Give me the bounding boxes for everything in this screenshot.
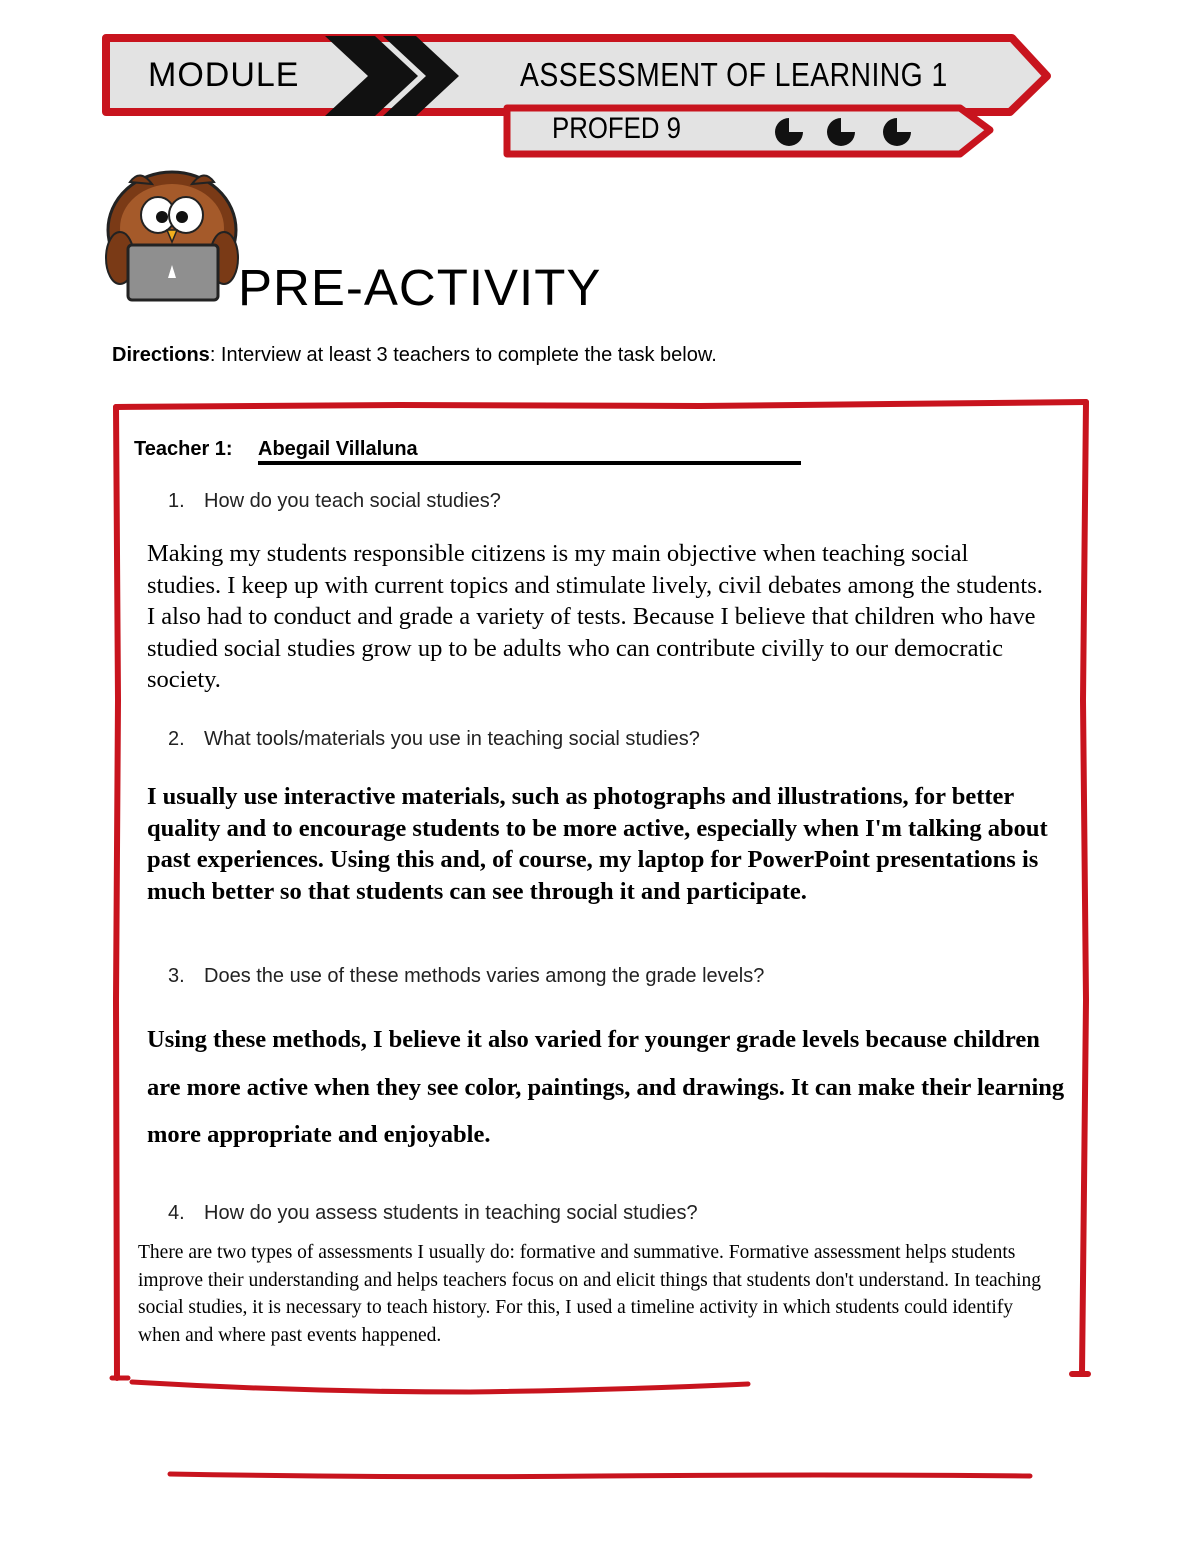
question-text: How do you teach social studies? [204,490,501,512]
directions-label: Directions [112,344,210,366]
question-3 [168,965,764,988]
question-text: Does the use of these methods varies among the grade levels? [204,965,765,987]
answer-3: Using these methods, I believe it also varied for younger grade levels because children are more active when they see color, paintings, and drawings. It can make their learning more appropriate and enjoyable. [147,1026,1065,1148]
answer-4: There are two types of assessments I usually do: formative and summative. Formative assessment helps students improve their understanding and helps teachers focus on and elicit things that students don't understand. In teaching social studies, it is necessary to teach history. For this, I used a timeline activity in which students could identify when and where past events happened. [138,1242,1041,1346]
section-title: PRE-ACTIVITY [238,259,602,316]
course-code: PROFED 9 [552,112,682,145]
teacher-label: Teacher 1: [134,438,233,460]
module-label: MODULE [148,56,300,94]
teacher-name: Abegail Villaluna [258,438,418,460]
question-text: How do you assess students in teaching social studies? [204,1202,698,1224]
question-2 [168,728,700,751]
owl-laptop-icon [106,172,238,300]
directions-text: : Interview at least 3 teachers to complete the task below. [209,344,717,366]
question-text: What tools/materials you use in teaching social studies? [204,728,700,750]
course-title: ASSESSMENT OF LEARNING 1 [520,56,948,93]
teacher-name-underline [258,461,801,465]
question-1 [168,490,501,513]
question-number: 2. [168,728,185,750]
answer-2: I usually use interactive materials, such as photographs and illustrations, for better quality and to encourage students to be more active, especially when I'm talking about past experiences. Using this and, of course, my laptop for PowerPoint presentations is much better so that students can see through it and participate. [147,783,1048,905]
question-number: 1. [168,490,185,512]
answer-1: Making my students responsible citizens is my main objective when teaching social studies. I keep up with current topics and stimulate lively, civil debates among the students. I also had to conduct and grade a variety of tests. Because I believe that children who have studied social studies grow up to be adults who can contribute civilly to our democratic society. [147,540,1043,693]
question-number: 3. [168,965,185,987]
question-number: 4. [168,1202,185,1224]
directions [112,344,717,367]
question-4 [168,1202,698,1225]
